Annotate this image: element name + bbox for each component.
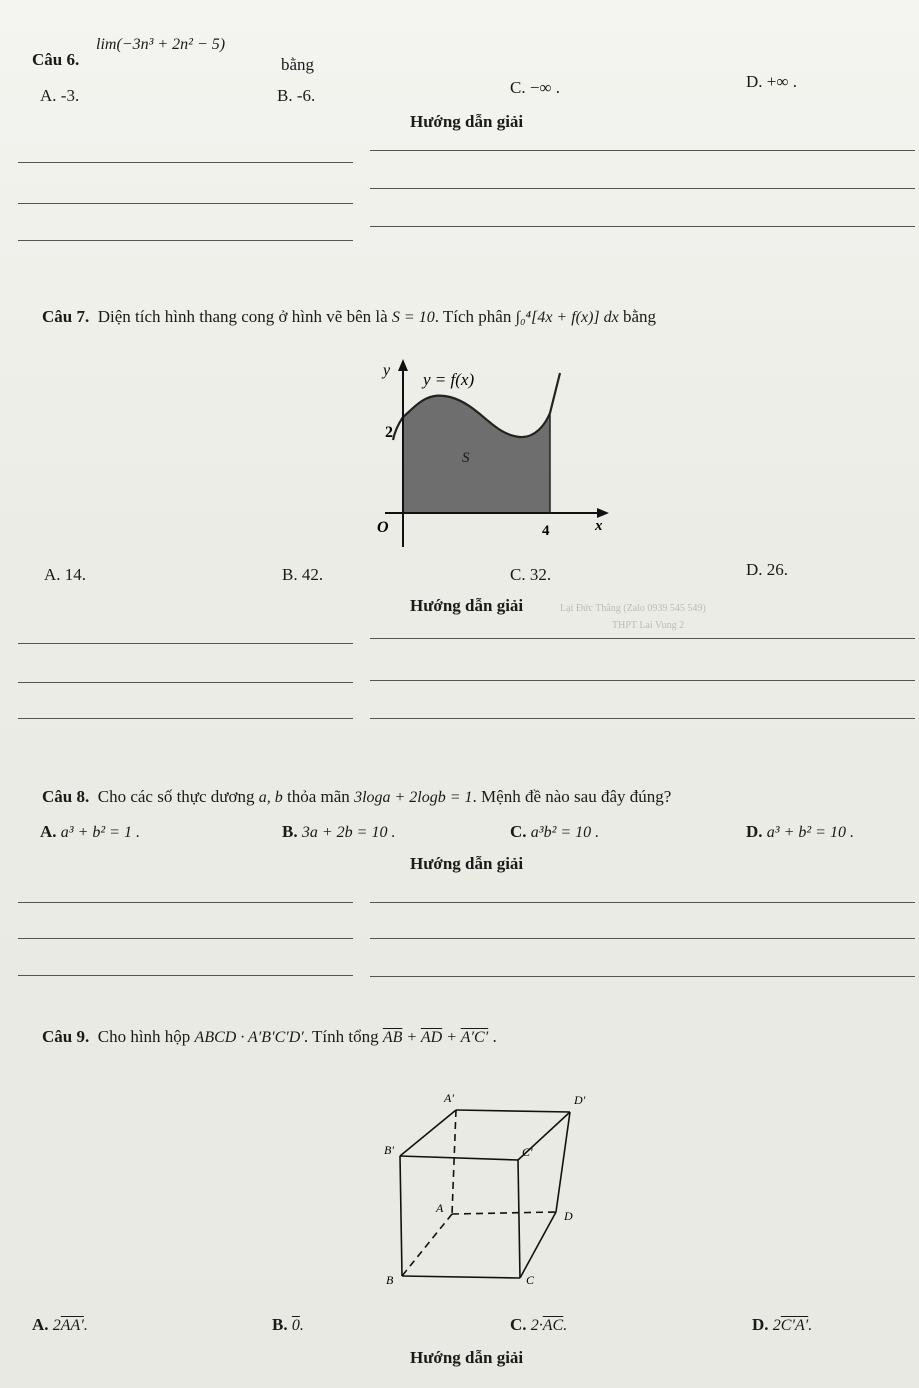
q6-answer-line [18, 240, 353, 241]
q6-tail: bằng [281, 55, 315, 74]
q8-answer-line [18, 902, 353, 903]
q9-option-c[interactable]: C. $2\cdot\overline{AC}$. [510, 1315, 568, 1334]
q7-answer-line [370, 638, 915, 639]
q7-x-arrow [597, 508, 609, 518]
q8-option-a[interactable]: A. a³ + b² = 1 . [40, 822, 140, 841]
q6-answer-line [370, 226, 915, 227]
q9-hidden-edge [452, 1212, 556, 1214]
q7-area-label: S [462, 450, 470, 466]
q7-option-d[interactable]: D. 26. [746, 560, 789, 579]
q7-shaded-area [403, 396, 550, 513]
q6-option-d[interactable]: D. +∞ . [746, 72, 797, 91]
q8-option-b[interactable]: B. 3a + 2b = 10 . [282, 822, 396, 841]
q9-edge [456, 1110, 570, 1112]
q9-label-C: C [526, 1273, 535, 1287]
q6-expression: lim(−3n³ + 2n² − 5) [96, 36, 226, 53]
q7-x-label: x [595, 518, 603, 534]
q7-option-b[interactable]: B. 42. [282, 565, 324, 584]
q9-label-A: A [436, 1201, 444, 1215]
q8-answer-line [370, 902, 915, 903]
q6-answer-line [370, 150, 915, 151]
q6-option-a[interactable]: A. -3. [40, 86, 80, 105]
q7-option-a[interactable]: A. 14. [44, 565, 87, 584]
q7-y-tick: 2 [385, 424, 393, 441]
q7-guide-heading: Hướng dẫn giải [410, 596, 524, 615]
q7-area-figure [355, 355, 615, 555]
q7-x-tick: 4 [542, 523, 550, 539]
q9-edge [556, 1112, 570, 1212]
q8-option-c[interactable]: C. a³b² = 10 . [510, 822, 600, 841]
q6-option-b[interactable]: B. -6. [277, 86, 316, 105]
q9-edge [400, 1156, 518, 1160]
q6-option-c[interactable]: C. −∞ . [510, 78, 561, 97]
q7-y-arrow [398, 359, 408, 371]
q9-label-B1: B' [384, 1143, 394, 1157]
q8-answer-line [370, 938, 915, 939]
q7-y-label: y [383, 362, 391, 379]
q9-option-a[interactable]: A. 2AA′. [32, 1315, 88, 1334]
q9-edge [400, 1110, 456, 1156]
q7-answer-line [18, 718, 353, 719]
q9-hidden-edge [402, 1214, 452, 1276]
q9-edge [518, 1160, 520, 1278]
q9-label-D1: D' [574, 1093, 586, 1107]
q8-question: Câu 8. Cho các số thực dương a, b thỏa mãn 3loga + 2logb = 1. Mệnh đề nào sau đây đúng? [42, 787, 672, 806]
q7-curve-label: y = f(x) [423, 370, 475, 389]
q9-option-d[interactable]: D. 2C′A′. [752, 1315, 813, 1334]
q7-watermark-author: Lại Đức Thắng (Zalo 0939 545 549) [560, 603, 706, 614]
q6-answer-line [370, 188, 915, 189]
q7-answer-line [370, 718, 915, 719]
q9-label-D: D [564, 1209, 573, 1223]
q9-label-C1: C' [522, 1145, 533, 1159]
q6-answer-line [18, 162, 353, 163]
q8-answer-line [18, 975, 353, 976]
q7-question: Câu 7. Diện tích hình thang cong ở hình vẽ bên là S = 10. Tích phân ∫₀⁴[4x + f(x)] dx bằng [42, 307, 657, 326]
q7-watermark-school: THPT Lai Vung 2 [612, 620, 685, 631]
q8-option-d[interactable]: D. a³ + b² = 10 . [746, 822, 854, 841]
q9-label-B: B [386, 1273, 394, 1287]
q9-hidden-edge [452, 1110, 456, 1214]
q6-answer-line [18, 203, 353, 204]
q7-option-c[interactable]: C. 32. [510, 565, 552, 584]
q9-edge [402, 1276, 520, 1278]
q7-answer-line [18, 643, 353, 644]
q8-guide-heading: Hướng dẫn giải [410, 854, 524, 873]
q9-box-figure [360, 1088, 600, 1298]
q8-answer-line [18, 938, 353, 939]
q6-guide-heading: Hướng dẫn giải [410, 112, 524, 131]
q9-edge [400, 1156, 402, 1276]
q7-origin-label: O [377, 519, 389, 536]
q9-guide-heading: Hướng dẫn giải [410, 1348, 524, 1367]
q6-label: Câu 6. [32, 50, 80, 69]
q7-answer-line [18, 682, 353, 683]
q9-question: Câu 9. Cho hình hộp ABCD · A′B′C′D′. Tính tổng $\overline{AB} + \overline{AD} + A'C'$ . [42, 1027, 497, 1046]
q8-answer-line [370, 976, 915, 977]
q9-label-A1: A' [444, 1091, 454, 1105]
q9-option-b[interactable]: B. 0. [272, 1315, 304, 1334]
q7-answer-line [370, 680, 915, 681]
q9-edge [520, 1212, 556, 1278]
